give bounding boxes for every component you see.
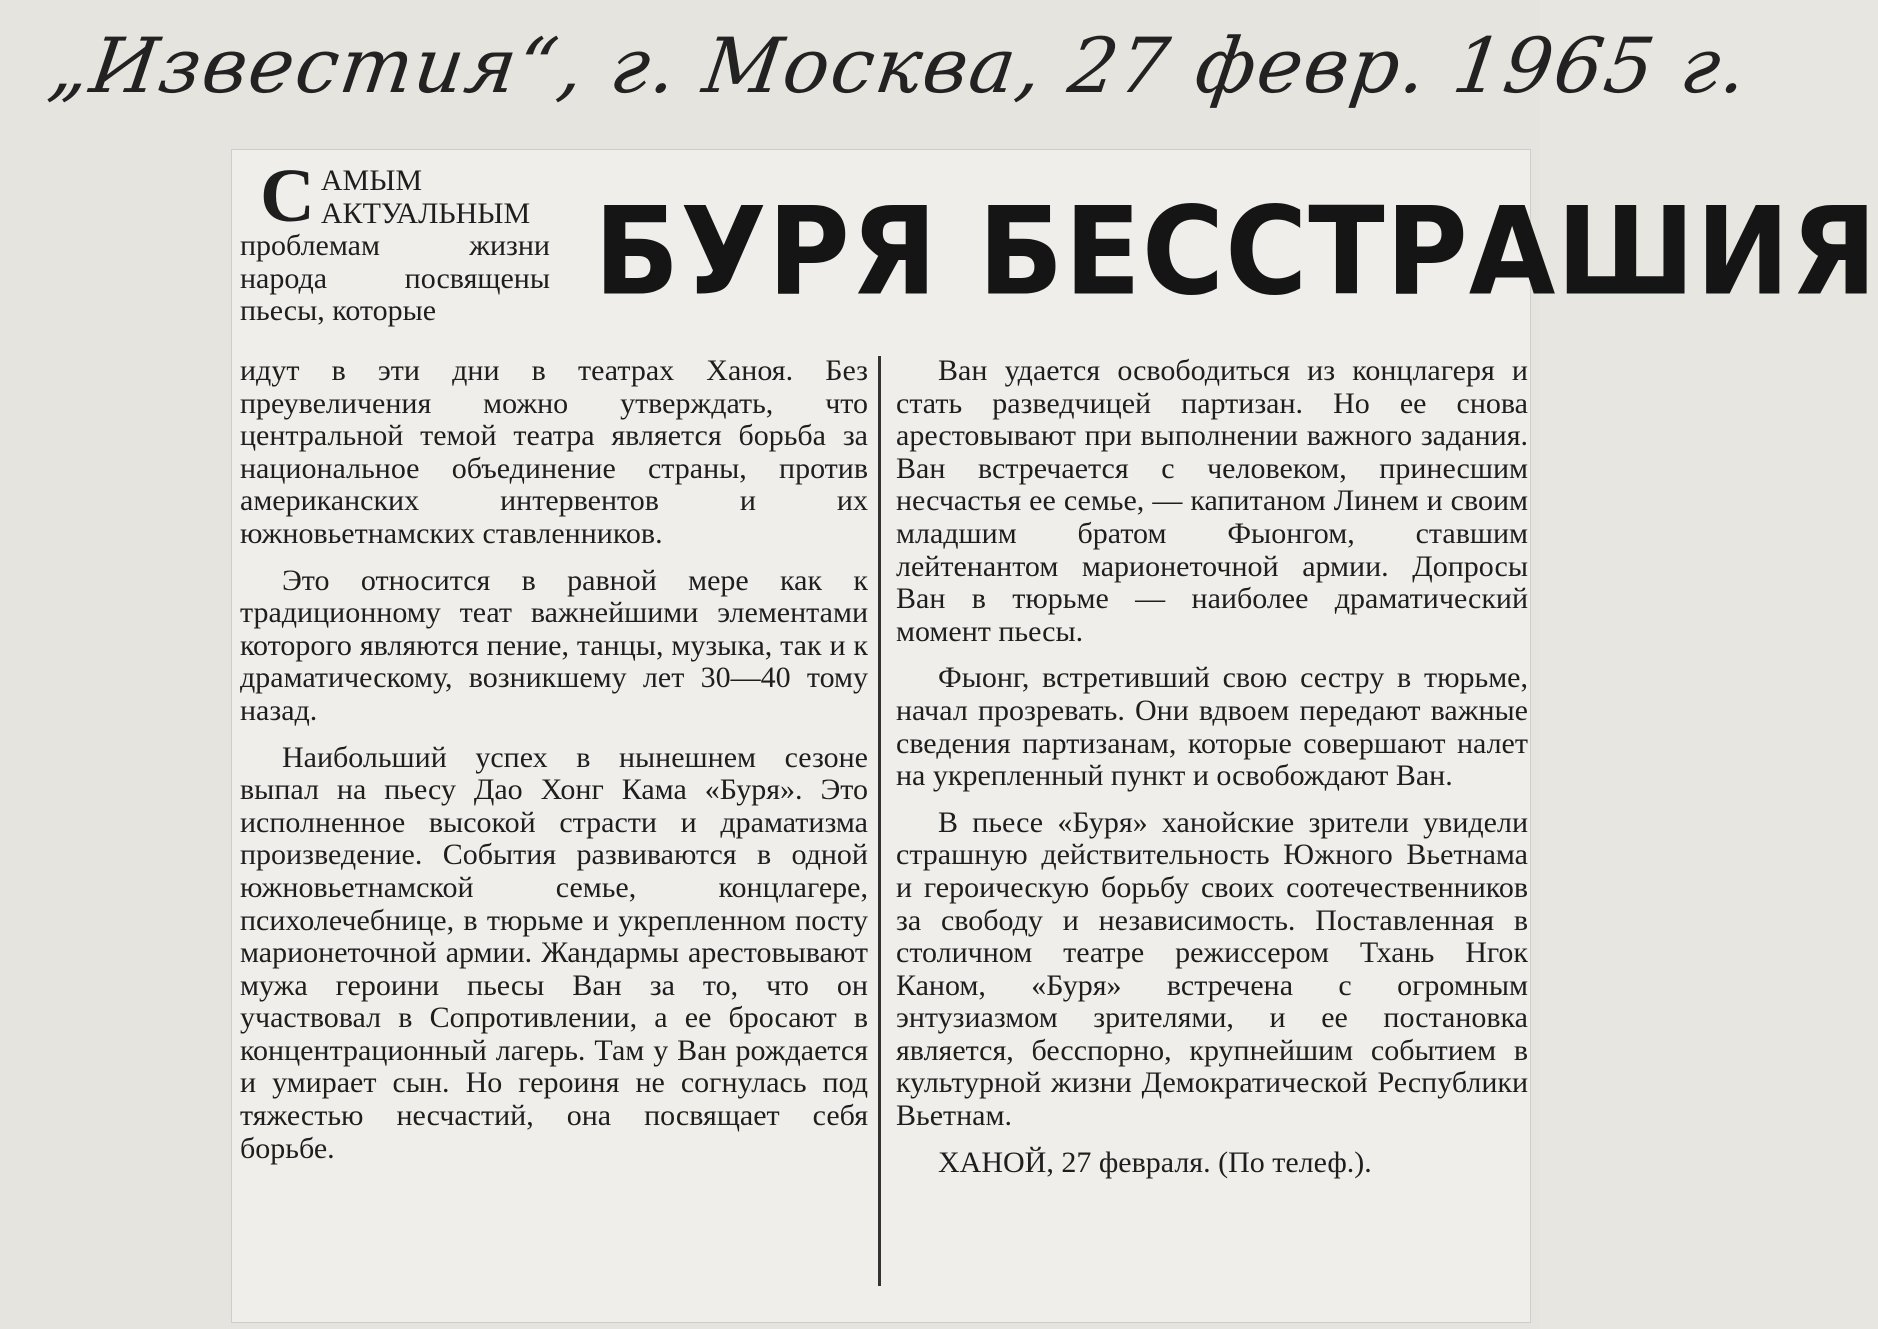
intro-text: АМЫМ АКТУАЛЬНЫМ проблемам жизни народа посвящены пьесы, которые <box>240 164 550 328</box>
right-paragraph-2: Фыонг, встретивший свою сестру в тюрьме, начал прозревать. Они вдвоем передают важные сведения партизанам, которые совершают налет на укрепленный пункт и освобождают Ван. <box>896 661 1528 793</box>
article-intro <box>240 154 550 328</box>
article-headline: БУРЯ БЕССТРАШИЯ <box>594 182 1878 323</box>
left-paragraph-3: Наибольший успех в нынешнем сезоне выпал на пьесу Дао Хонг Кама «Буря». Это исполненное высокой страсти и драматизма произведение. События развиваются в одной южновьетнамской семье, концлагере, психолечебнице, в тюрьме и укрепленном посту марионеточной армии. Жандармы арестовывают мужа героини пьесы Ван за то, что он участвовал в Сопротивлении, а ее бросают в концентрационный лагерь. Там у Ван рождается и умирает сын. Но героиня не согнулась под тяжестью несчастий, она посвящает себя борьбе. <box>240 740 868 1165</box>
right-column <box>896 355 1528 1193</box>
right-paragraph-3: В пьесе «Буря» ханойские зрители увидели страшную действительность Южного Вьетнама и героическую борьбу своих соотечественников за свободу и независимость. Поставленная в столичном театре режиссером Тхань Нгок Каном, «Буря» встречена с огромным энтузиазмом зрителями, и ее постановка является, бесспорно, крупнейшим событием в культурной жизни Демократической Республики Вьетнам. <box>896 805 1528 1133</box>
column-divider <box>878 356 881 1286</box>
left-paragraph-2: Это относится в равной мере как к традиционному теат важнейшими элементами которого являются пение, танцы, музыка, так и к драматическому, возникшему лет 30—40 тому назад. <box>240 563 868 727</box>
left-paragraph-1: идут в эти дни в театрах Ханоя. Без преувеличения можно утверждать, что центральной темой театра является борьба за национальное объединение страны, против американских интервентов и их южновьетнамских ставленников. <box>240 354 868 550</box>
right-paragraph-1: Ван удается освободиться из концлагеря и стать разведчицей партизан. Но ее снова арестовывают при выполнении важного задания. Ван встречается с человеком, принесшим несчастья ее семье, — капитаном Линем и своим младшим братом Фыонгом, ставшим лейтенантом марионеточной армии. Допросы Ван в тюрьме — наиболее драматический момент пьесы. <box>896 354 1528 648</box>
drop-cap: С <box>260 154 315 238</box>
handwritten-source-note: „Известия“, г. Москва, 27 февр. 1965 г. <box>43 21 1755 110</box>
left-column <box>240 355 868 1179</box>
dateline: ХАНОЙ, 27 февраля. (По телеф.). <box>938 1145 1372 1179</box>
